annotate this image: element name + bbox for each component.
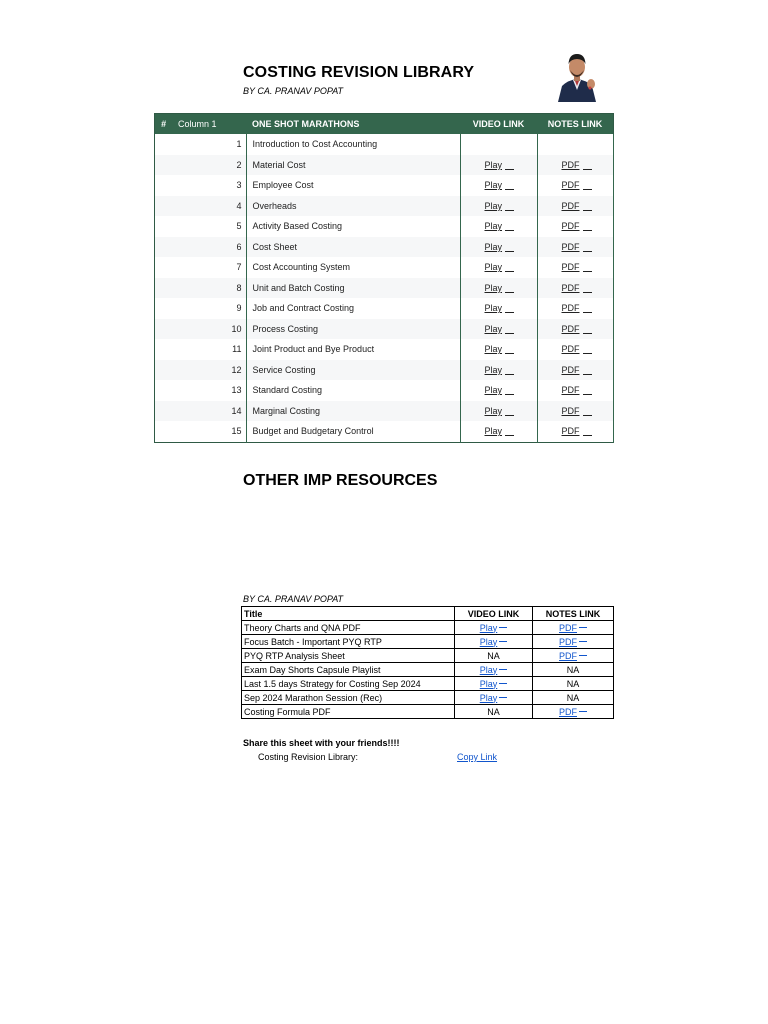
row-number: 10 <box>155 319 247 340</box>
pdf-link[interactable]: PDF <box>559 637 587 647</box>
notes-link-cell <box>533 705 614 719</box>
table-row <box>242 663 614 677</box>
notes-link-cell <box>537 319 614 340</box>
notes-link-cell <box>533 635 614 649</box>
table-row <box>155 401 614 422</box>
notes-link-cell <box>537 155 614 176</box>
notes-link-cell <box>533 649 614 663</box>
row-number: 8 <box>155 278 247 299</box>
notes-link-cell <box>537 237 614 258</box>
copy-link[interactable]: Copy Link <box>457 752 498 762</box>
video-link-cell <box>455 649 533 663</box>
video-link-cell <box>460 196 537 217</box>
pdf-link[interactable]: PDF <box>562 160 592 170</box>
column-header-video-link: VIDEO LINK <box>455 607 533 621</box>
row-number: 6 <box>155 237 247 258</box>
play-link[interactable]: Play <box>485 344 515 354</box>
table-row <box>155 134 614 155</box>
resource-title: Costing Formula PDF <box>242 705 455 719</box>
topic-title: Job and Contract Costing <box>246 298 460 319</box>
notes-link-cell <box>533 691 614 705</box>
video-link-cell <box>460 298 537 319</box>
column-header-notes-link: NOTES LINK <box>537 114 614 135</box>
video-link-cell <box>460 216 537 237</box>
notes-link-cell <box>537 339 614 360</box>
pdf-link[interactable]: PDF <box>562 406 592 416</box>
topic-title: Budget and Budgetary Control <box>246 421 460 442</box>
column-header-video-link: VIDEO LINK <box>460 114 537 135</box>
table-row <box>155 216 614 237</box>
video-link-cell <box>455 663 533 677</box>
column-header-notes-link: NOTES LINK <box>533 607 614 621</box>
row-number: 2 <box>155 155 247 176</box>
table-row <box>155 298 614 319</box>
topic-title: Cost Sheet <box>246 237 460 258</box>
notes-link-cell <box>537 401 614 422</box>
table-row <box>242 691 614 705</box>
resource-title: Focus Batch - Important PYQ RTP <box>242 635 455 649</box>
column-header-marathons: ONE SHOT MARATHONS <box>246 114 460 135</box>
play-link[interactable]: Play <box>485 242 515 252</box>
table-row <box>242 635 614 649</box>
pdf-link[interactable]: PDF <box>562 324 592 334</box>
video-link-cell <box>460 401 537 422</box>
table-row <box>155 278 614 299</box>
topic-title: Activity Based Costing <box>246 216 460 237</box>
row-number: 11 <box>155 339 247 360</box>
video-link-cell <box>455 635 533 649</box>
row-number: 1 <box>155 134 247 155</box>
row-number: 3 <box>155 175 247 196</box>
topic-title: Joint Product and Bye Product <box>246 339 460 360</box>
video-link-cell <box>460 339 537 360</box>
video-link-cell <box>460 380 537 401</box>
pdf-link[interactable]: PDF <box>562 426 592 436</box>
row-number: 5 <box>155 216 247 237</box>
play-link[interactable]: Play <box>480 693 508 703</box>
play-link[interactable]: Play <box>485 365 515 375</box>
row-number: 9 <box>155 298 247 319</box>
row-number: 14 <box>155 401 247 422</box>
pdf-link[interactable]: PDF <box>562 242 592 252</box>
pdf-link[interactable]: PDF <box>562 303 592 313</box>
play-link[interactable]: Play <box>480 665 508 675</box>
notes-link-cell <box>533 663 614 677</box>
play-link[interactable]: Play <box>480 679 508 689</box>
pdf-link[interactable]: PDF <box>562 283 592 293</box>
costing-library-table <box>154 113 614 443</box>
play-link[interactable]: Play <box>485 160 515 170</box>
section-title-other-resources: OTHER IMP RESOURCES <box>243 472 438 489</box>
pdf-link[interactable]: PDF <box>562 180 592 190</box>
play-link[interactable]: Play <box>485 283 515 293</box>
table-row <box>155 339 614 360</box>
table-row <box>155 380 614 401</box>
video-link-cell <box>460 257 537 278</box>
column-header-hash: # <box>155 114 177 135</box>
pdf-link[interactable]: PDF <box>562 344 592 354</box>
video-link-cell <box>460 237 537 258</box>
play-link[interactable]: Play <box>485 426 515 436</box>
video-link-cell <box>455 705 533 719</box>
table-row <box>155 421 614 442</box>
notes-link-cell <box>537 216 614 237</box>
notes-link-cell <box>537 421 614 442</box>
notes-link-cell <box>537 298 614 319</box>
notes-link-cell <box>537 380 614 401</box>
video-link-cell <box>460 155 537 176</box>
play-link[interactable]: Play <box>485 385 515 395</box>
play-link[interactable]: Play <box>480 623 508 633</box>
table-row <box>242 677 614 691</box>
table-row <box>242 621 614 635</box>
pdf-link[interactable]: PDF <box>559 623 587 633</box>
topic-title: Material Cost <box>246 155 460 176</box>
notes-link-cell <box>533 621 614 635</box>
play-link[interactable]: Play <box>485 324 515 334</box>
play-link[interactable]: Play <box>485 201 515 211</box>
topic-title: Employee Cost <box>246 175 460 196</box>
pdf-link[interactable]: PDF <box>559 707 587 717</box>
play-link[interactable]: Play <box>485 262 515 272</box>
resource-title: Exam Day Shorts Capsule Playlist <box>242 663 455 677</box>
table-row <box>155 237 614 258</box>
topic-title: Standard Costing <box>246 380 460 401</box>
play-link[interactable]: Play <box>485 221 515 231</box>
column-header-column1: Column 1 <box>176 114 246 135</box>
video-na: NA <box>487 650 500 661</box>
topic-title: Introduction to Cost Accounting <box>246 134 460 155</box>
table-header-row <box>242 607 614 621</box>
pdf-link[interactable]: PDF <box>562 365 592 375</box>
row-number: 7 <box>155 257 247 278</box>
table-row <box>155 360 614 381</box>
video-link-cell <box>460 134 537 155</box>
video-link-cell <box>460 421 537 442</box>
notes-na: NA <box>566 678 580 689</box>
table-row <box>155 175 614 196</box>
other-resources-table <box>241 606 614 719</box>
pdf-link[interactable]: PDF <box>559 651 587 661</box>
video-link-cell <box>460 319 537 340</box>
pdf-link[interactable]: PDF <box>562 262 592 272</box>
video-link-cell <box>455 621 533 635</box>
pdf-link[interactable]: PDF <box>562 201 592 211</box>
table-row <box>155 155 614 176</box>
table-row <box>242 705 614 719</box>
notes-link-cell <box>537 257 614 278</box>
notes-link-cell <box>537 196 614 217</box>
author-byline: BY CA. PRANAV POPAT <box>243 86 344 96</box>
pdf-link[interactable]: PDF <box>562 385 592 395</box>
play-link[interactable]: Play <box>485 406 515 416</box>
table-row <box>155 196 614 217</box>
play-link[interactable]: Play <box>485 303 515 313</box>
notes-na: NA <box>566 692 580 703</box>
author-photo <box>554 50 600 102</box>
pdf-link[interactable]: PDF <box>562 221 592 231</box>
topic-title: Cost Accounting System <box>246 257 460 278</box>
video-link-cell <box>460 278 537 299</box>
video-link-cell <box>460 360 537 381</box>
share-heading: Share this sheet with your friends!!!! <box>243 738 400 748</box>
topic-title: Process Costing <box>246 319 460 340</box>
video-link-cell <box>455 677 533 691</box>
topic-title: Unit and Batch Costing <box>246 278 460 299</box>
page-title: COSTING REVISION LIBRARY <box>243 64 475 81</box>
notes-link-cell <box>537 278 614 299</box>
play-link[interactable]: Play <box>485 180 515 190</box>
resource-title: Sep 2024 Marathon Session (Rec) <box>242 691 455 705</box>
row-number: 13 <box>155 380 247 401</box>
play-link[interactable]: Play <box>480 637 508 647</box>
resource-title: Theory Charts and QNA PDF <box>242 621 455 635</box>
row-number: 4 <box>155 196 247 217</box>
resources-byline: BY CA. PRANAV POPAT <box>243 594 344 604</box>
notes-link-cell <box>537 175 614 196</box>
table-row <box>155 319 614 340</box>
notes-link-cell <box>537 134 614 155</box>
table-row <box>155 257 614 278</box>
video-link-cell <box>455 691 533 705</box>
table-header-row <box>155 114 614 135</box>
share-label: Costing Revision Library: <box>258 752 359 762</box>
table-row <box>242 649 614 663</box>
column-header-title: Title <box>242 607 455 621</box>
resource-title: Last 1.5 days Strategy for Costing Sep 2024 <box>242 677 455 691</box>
notes-na: NA <box>566 664 580 675</box>
topic-title: Marginal Costing <box>246 401 460 422</box>
notes-link-cell <box>537 360 614 381</box>
topic-title: Service Costing <box>246 360 460 381</box>
video-na: NA <box>487 706 500 717</box>
topic-title: Overheads <box>246 196 460 217</box>
notes-link-cell <box>533 677 614 691</box>
row-number: 12 <box>155 360 247 381</box>
row-number: 15 <box>155 421 247 442</box>
resource-title: PYQ RTP Analysis Sheet <box>242 649 455 663</box>
video-link-cell <box>460 175 537 196</box>
